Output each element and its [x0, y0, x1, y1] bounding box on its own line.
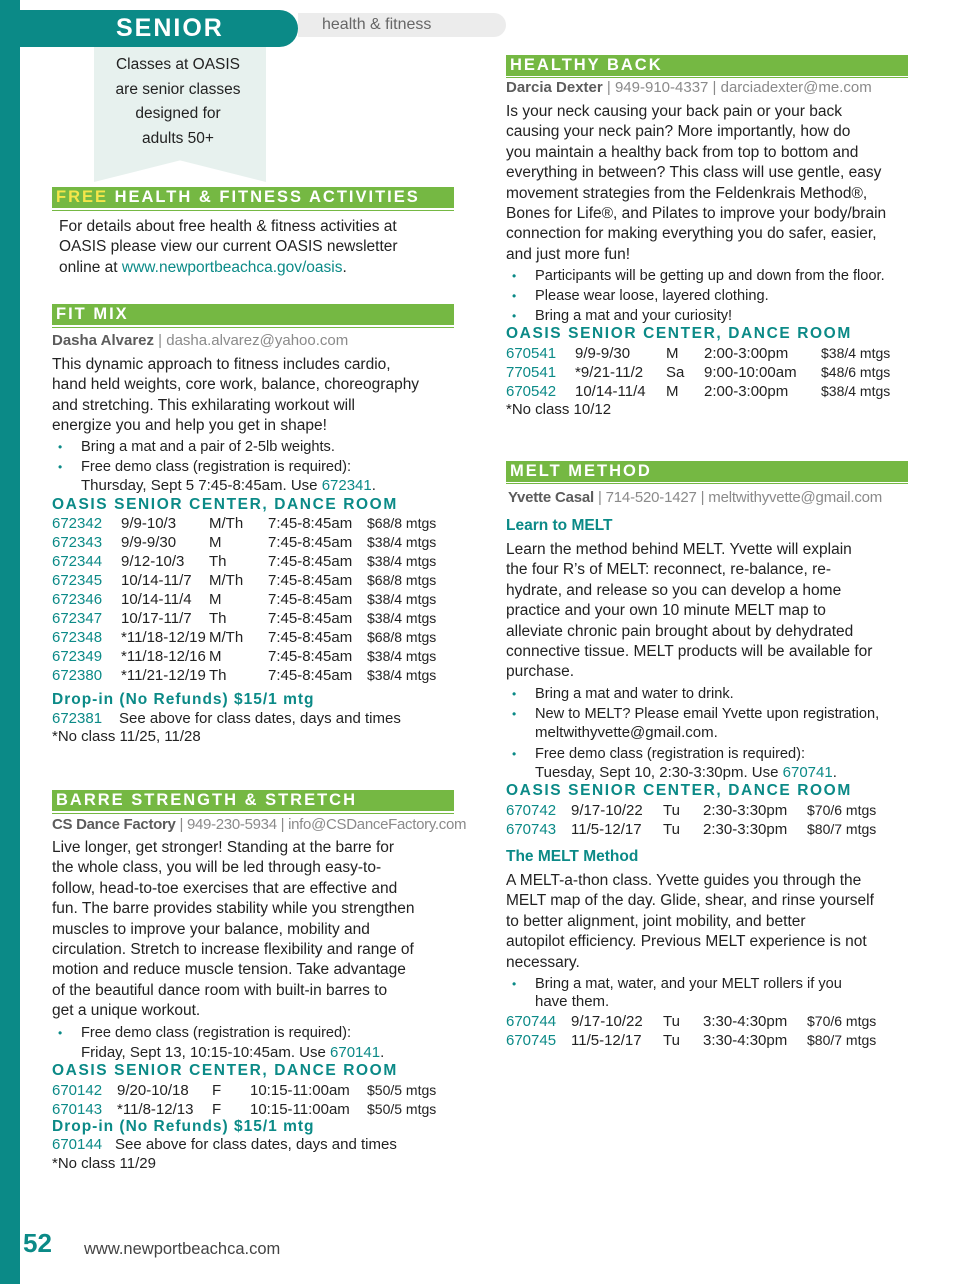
class-days: Tu	[663, 1032, 680, 1049]
bullet-item: • Free demo class (registration is required):	[535, 744, 805, 764]
class-days: M	[209, 534, 222, 551]
category-tab: health & fitness	[298, 13, 506, 37]
class-time: 7:45-8:45am	[268, 648, 353, 665]
class-code-link[interactable]: 672346	[52, 591, 103, 608]
schedule-row	[52, 647, 462, 666]
text-line: connective tissue. MELT products will be available for	[506, 643, 873, 661]
class-time: 7:45-8:45am	[268, 515, 353, 532]
class-time: 2:30-3:30pm	[703, 802, 788, 819]
class-days: M/Th	[209, 515, 244, 532]
schedule-row	[52, 590, 462, 609]
class-time: 2:00-3:00pm	[704, 345, 789, 362]
section-heading-barre: BARRE STRENGTH & STRETCH	[52, 790, 454, 811]
schedule-row	[52, 552, 462, 571]
class-time: 3:30-4:30pm	[703, 1013, 788, 1030]
text-line: Learn the method behind MELT. Yvette will explain	[506, 541, 852, 558]
instructor-line: Yvette Casal | 714-520-1427 | meltwithyvette@gmail.com	[508, 489, 883, 506]
class-fee: $38/4 mtgs	[367, 667, 437, 683]
punct: .	[371, 477, 376, 494]
class-time: 7:45-8:45am	[268, 591, 353, 608]
schedule-row	[506, 1012, 916, 1031]
text-line: to better alignment, joint mobility, and better	[506, 912, 806, 930]
class-dates: 10/14-11/4	[575, 383, 646, 400]
text-line: Is your neck causing your back pain or your back	[506, 103, 843, 120]
instructor-phone: 949-230-5934	[186, 816, 277, 833]
dropin-heading: Drop-in (No Refunds) $15/1 mtg	[52, 1118, 315, 1135]
class-fee: $38/4 mtgs	[821, 345, 891, 361]
class-dates: *11/8-12/13	[117, 1101, 194, 1118]
class-code-link[interactable]: 670541	[506, 345, 557, 362]
class-days: M	[209, 648, 222, 665]
no-class-note: *No class 10/12	[506, 401, 612, 418]
melt-method-description	[506, 871, 916, 973]
class-fee: $80/7 mtgs	[807, 1032, 877, 1048]
text-line: MELT map of the day. Glide, shear, and rinse yourself	[506, 892, 874, 910]
dropin-row	[52, 709, 452, 728]
instructor-line: Darcia Dexter | 949-910-4337 | darciadexter@me.com	[506, 79, 872, 96]
text-line: alleviate chronic pain brought about by dehydrated	[506, 622, 854, 640]
class-dates: *9/21-11/2	[575, 364, 644, 381]
bullet-item: • Bring a mat and water to drink.	[535, 684, 734, 704]
class-days: Tu	[663, 821, 680, 838]
free-label: FREE	[56, 188, 109, 206]
demo-line	[81, 477, 376, 494]
instructor-phone: 714-520-1427	[605, 489, 697, 506]
text-line: This dynamic approach to fitness includes cardio,	[52, 356, 391, 373]
text-line: and just more fun!	[506, 245, 631, 263]
class-dates: 10/14-11/4	[121, 591, 192, 608]
no-class-note: *No class 11/25, 11/28	[52, 728, 201, 745]
class-fee: $68/8 mtgs	[367, 515, 437, 531]
class-days: M	[209, 591, 222, 608]
class-code-link[interactable]: 672344	[52, 553, 103, 570]
location-heading: OASIS SENIOR CENTER, DANCE ROOM	[506, 782, 852, 799]
class-time: 9:00-10:00am	[704, 364, 797, 381]
class-time: 10:15-11:00am	[250, 1082, 350, 1099]
ribbon-text	[94, 53, 262, 151]
schedule-row	[52, 571, 462, 590]
class-dates: 10/14-11/7	[121, 572, 192, 589]
text-line: Live longer, get stronger! Standing at the barre for	[52, 839, 395, 856]
subheading: The MELT Method	[506, 848, 639, 865]
text-line: motion and reduce muscle tension. Take advantage	[52, 961, 406, 979]
location-heading: OASIS SENIOR CENTER, DANCE ROOM	[52, 1062, 398, 1079]
text-line: of the beautiful dance room with built-in barres to	[52, 981, 388, 999]
barre-description	[52, 838, 462, 1022]
class-fee: $38/4 mtgs	[367, 610, 437, 626]
instructor-line: Dasha Alvarez | dasha.alvarez@yahoo.com	[52, 332, 349, 349]
class-code-link[interactable]: 670144	[52, 1136, 103, 1153]
divider	[52, 813, 454, 814]
schedule-row	[52, 666, 462, 685]
class-code-link[interactable]: 672347	[52, 610, 103, 627]
class-time: 10:15-11:00am	[250, 1101, 350, 1118]
divider	[506, 77, 908, 78]
schedule-row	[52, 1100, 462, 1119]
no-class-note: *No class 11/29	[52, 1155, 156, 1172]
bullet-continuation: meltwithyvette@gmail.com.	[535, 724, 718, 741]
dropin-text: See above for class dates, days and times	[119, 710, 401, 727]
class-fee: $38/4 mtgs	[367, 591, 437, 607]
bullet-item: • Participants will be getting up and down from the floor.	[535, 266, 885, 286]
punct: .	[380, 1044, 385, 1061]
demo-text: Thursday, Sept 5 7:45-8:45am. Use	[81, 477, 322, 494]
instructor-line: CS Dance Factory | 949-230-5934 | info@CSDanceFactory.com	[52, 816, 467, 833]
text-line: the four R’s of MELT: reconnect, re-balance, re-	[506, 561, 832, 579]
class-days: M	[666, 383, 679, 400]
class-dates: 9/17-10/22	[571, 802, 643, 819]
text-line: the whole class, you will be led through easy-to-	[52, 859, 382, 877]
instructor-email[interactable]: info@CSDanceFactory.com	[288, 816, 467, 833]
schedule-row	[52, 514, 462, 533]
instructor-email[interactable]: darciadexter@me.com	[720, 79, 872, 96]
class-code-link[interactable]: 672380	[52, 667, 103, 684]
class-dates: 10/17-11/7	[121, 610, 192, 627]
class-days: Th	[209, 667, 227, 684]
class-dates: 9/9-10/3	[121, 515, 177, 532]
divider	[52, 210, 454, 211]
schedule-row	[52, 533, 462, 552]
text-line: energize you and help you get in shape!	[52, 417, 327, 435]
class-time: 7:45-8:45am	[268, 629, 353, 646]
schedule-row	[52, 628, 462, 647]
class-code-link[interactable]: 670142	[52, 1082, 103, 1099]
instructor-email[interactable]: meltwithyvette@gmail.com	[708, 489, 883, 506]
bullet-item: • Please wear loose, layered clothing.	[535, 286, 769, 306]
class-time: 7:45-8:45am	[268, 553, 353, 570]
demo-line	[535, 764, 837, 781]
class-days: F	[212, 1082, 222, 1099]
text-line: necessary.	[506, 953, 580, 971]
class-fee: $38/4 mtgs	[821, 383, 891, 399]
class-days: F	[212, 1101, 222, 1118]
text-line: practice and your own 10 minute MELT map to	[506, 602, 826, 620]
location-heading: OASIS SENIOR CENTER, DANCE ROOM	[52, 496, 398, 513]
footer-url[interactable]: www.newportbeachca.com	[84, 1240, 281, 1258]
class-fee: $50/5 mtgs	[367, 1101, 437, 1117]
class-days: Sa	[666, 364, 685, 381]
class-fee: $68/8 mtgs	[367, 629, 437, 645]
heading-text: HEALTH & FITNESS ACTIVITIES	[108, 188, 420, 206]
class-time: 7:45-8:45am	[268, 572, 353, 589]
subheading: Learn to MELT	[506, 517, 613, 534]
text-line: causing your neck pain? More importantly, how do	[506, 123, 851, 141]
schedule-row	[506, 344, 916, 363]
instructor-email[interactable]: dasha.alvarez@yahoo.com	[166, 332, 349, 349]
schedule-row	[506, 1031, 916, 1050]
class-dates: 9/12-10/3	[121, 553, 185, 570]
instructor-phone: 949-910-4337	[614, 79, 709, 96]
bullet-item: • Bring a mat and a pair of 2-5lb weights.	[81, 437, 335, 457]
class-code-link[interactable]: 670744	[506, 1013, 557, 1030]
class-fee: $38/4 mtgs	[367, 534, 437, 550]
class-time: 7:45-8:45am	[268, 667, 353, 684]
page-edge-strip	[0, 0, 20, 1284]
class-code-link[interactable]: 670743	[506, 821, 557, 838]
section-heading-free-activities	[52, 187, 454, 208]
ribbon-line: designed for	[135, 105, 221, 123]
section-heading-melt: MELT METHOD	[506, 461, 908, 482]
class-code-link[interactable]: 670143	[52, 1101, 103, 1118]
bullet-item: • Bring a mat, water, and your MELT rollers if you	[535, 974, 842, 994]
demo-code-link[interactable]: 670141	[330, 1044, 381, 1061]
class-fee: $50/5 mtgs	[367, 1082, 437, 1098]
text-line: Bones for Life®, and Pilates to improve your body/brain	[506, 205, 887, 223]
bullet-continuation: have them.	[535, 993, 610, 1010]
text-line: hydrate, and release so you can develop a home	[506, 581, 842, 599]
class-fee: $68/8 mtgs	[367, 572, 437, 588]
class-time: 7:45-8:45am	[268, 610, 353, 627]
class-dates: 9/9-9/30	[575, 345, 631, 362]
ribbon-line: Classes at OASIS	[115, 56, 241, 73]
text-line: hand held weights, core work, balance, choreography	[52, 376, 420, 394]
text-line: you maintain a healthy back from top to bottom and	[506, 143, 859, 161]
location-heading: OASIS SENIOR CENTER, DANCE ROOM	[506, 325, 852, 342]
text-line: fun. The barre provides stability while you strengthen	[52, 900, 415, 918]
class-days: Th	[209, 553, 227, 570]
bullet-item: • Bring a mat and your curiosity!	[535, 306, 732, 326]
class-time: 7:45-8:45am	[268, 534, 353, 551]
class-code-link[interactable]: 672348	[52, 629, 103, 646]
class-code-link[interactable]: 672349	[52, 648, 103, 665]
melt-description	[506, 540, 916, 683]
instructor-name: Dasha Alvarez	[52, 332, 154, 349]
class-days: Tu	[663, 802, 680, 819]
divider	[52, 327, 454, 328]
healthy-back-description	[506, 102, 916, 265]
class-days: M/Th	[209, 629, 244, 646]
class-days: Tu	[663, 1013, 680, 1030]
bullet-item: • New to MELT? Please email Yvette upon registration,	[535, 704, 879, 724]
class-dates: 9/20-10/18	[117, 1082, 189, 1099]
class-code-link[interactable]: 670542	[506, 383, 557, 400]
oasis-link[interactable]: www.newportbeachca.gov/oasis	[121, 258, 343, 276]
bullet-item: • Free demo class (registration is required):	[81, 1023, 351, 1043]
schedule-row	[506, 382, 916, 401]
dropin-row	[52, 1135, 452, 1154]
text-line: get a unique workout.	[52, 1002, 201, 1020]
class-code-link[interactable]: 670742	[506, 802, 557, 819]
text-line: movement strategies from the Feldenkrais Method®,	[506, 184, 868, 202]
class-days: M	[666, 345, 679, 362]
text-line: and stretching. This exhilarating workout will	[52, 396, 355, 414]
class-code-link[interactable]: 770541	[506, 364, 557, 381]
text-line: autopilot efficiency. Previous MELT experience is not	[506, 933, 867, 951]
class-time: 2:30-3:30pm	[703, 821, 788, 838]
class-dates: 11/5-12/17	[571, 1032, 642, 1049]
schedule-row	[52, 1081, 462, 1100]
text-line: online at	[59, 258, 122, 276]
class-dates: 9/17-10/22	[571, 1013, 643, 1030]
class-fee: $70/6 mtgs	[807, 802, 877, 818]
demo-text: Tuesday, Sept 10, 2:30-3:30pm. Use	[535, 764, 783, 781]
schedule-row	[52, 609, 462, 628]
class-fee: $38/4 mtgs	[367, 553, 437, 569]
schedule-row	[506, 363, 916, 382]
class-dates: *11/18-12/19	[121, 629, 206, 646]
class-code-link[interactable]: 672381	[52, 710, 103, 727]
text-line: purchase.	[506, 663, 575, 681]
divider	[506, 483, 908, 484]
class-fee: $70/6 mtgs	[807, 1013, 877, 1029]
text-line: A MELT-a-thon class. Yvette guides you through the	[506, 872, 862, 889]
ribbon-line: adults 50+	[142, 129, 214, 147]
instructor-name: CS Dance Factory	[52, 816, 176, 833]
dropin-heading: Drop-in (No Refunds) $15/1 mtg	[52, 691, 315, 708]
instructor-name: Darcia Dexter	[506, 79, 603, 96]
text-line: For details about free health & fitness activities at	[59, 218, 397, 235]
fit-mix-description	[52, 355, 462, 437]
schedule-row	[506, 820, 916, 839]
page-number: 52	[23, 1228, 52, 1258]
class-dates: 9/9-9/30	[121, 534, 177, 551]
text-line: OASIS please view our current OASIS newsletter	[59, 238, 398, 256]
class-time: 3:30-4:30pm	[703, 1032, 788, 1049]
text-line: everything in between? This class will use gentle, easy	[506, 164, 882, 182]
demo-code-link[interactable]: 670741	[782, 764, 833, 781]
class-code-link[interactable]: 672343	[52, 534, 103, 551]
demo-text: Friday, Sept 13, 10:15-10:45am. Use	[81, 1044, 331, 1061]
text-line: circulation. Stretch to increase flexibility and range of	[52, 941, 414, 959]
class-dates: 11/5-12/17	[571, 821, 642, 838]
text-line: follow, head-to-toe exercises that are effective and	[52, 879, 398, 897]
class-dates: *11/18-12/16	[121, 648, 206, 665]
class-fee: $80/7 mtgs	[807, 821, 877, 837]
text-line: muscles to improve your balance, mobility and	[52, 920, 370, 938]
ribbon-line: are senior classes	[115, 80, 241, 98]
bullet-item: • Free demo class (registration is required):	[81, 457, 351, 477]
class-time: 2:00-3:00pm	[704, 383, 789, 400]
class-days: Th	[209, 610, 227, 627]
punct: .	[832, 764, 837, 781]
free-activities-text	[59, 217, 459, 278]
section-tab-senior: SENIOR	[20, 10, 298, 47]
demo-code-link[interactable]: 672341	[321, 477, 372, 494]
section-heading-healthy-back: HEALTHY BACK	[506, 55, 908, 76]
instructor-name: Yvette Casal	[508, 489, 594, 506]
dropin-text: See above for class dates, days and times	[115, 1136, 397, 1153]
section-heading-fit-mix: FIT MIX	[52, 304, 454, 325]
text-line: connection for making everything you do safer, easier,	[506, 225, 877, 243]
class-dates: *11/21-12/19	[121, 667, 206, 684]
class-fee: $48/6 mtgs	[821, 364, 891, 380]
class-days: M/Th	[209, 572, 244, 589]
demo-line	[81, 1044, 384, 1061]
punct: .	[342, 258, 347, 276]
class-fee: $38/4 mtgs	[367, 648, 437, 664]
class-code-link[interactable]: 672342	[52, 515, 103, 532]
class-code-link[interactable]: 670745	[506, 1032, 557, 1049]
schedule-row	[506, 801, 916, 820]
class-code-link[interactable]: 672345	[52, 572, 103, 589]
